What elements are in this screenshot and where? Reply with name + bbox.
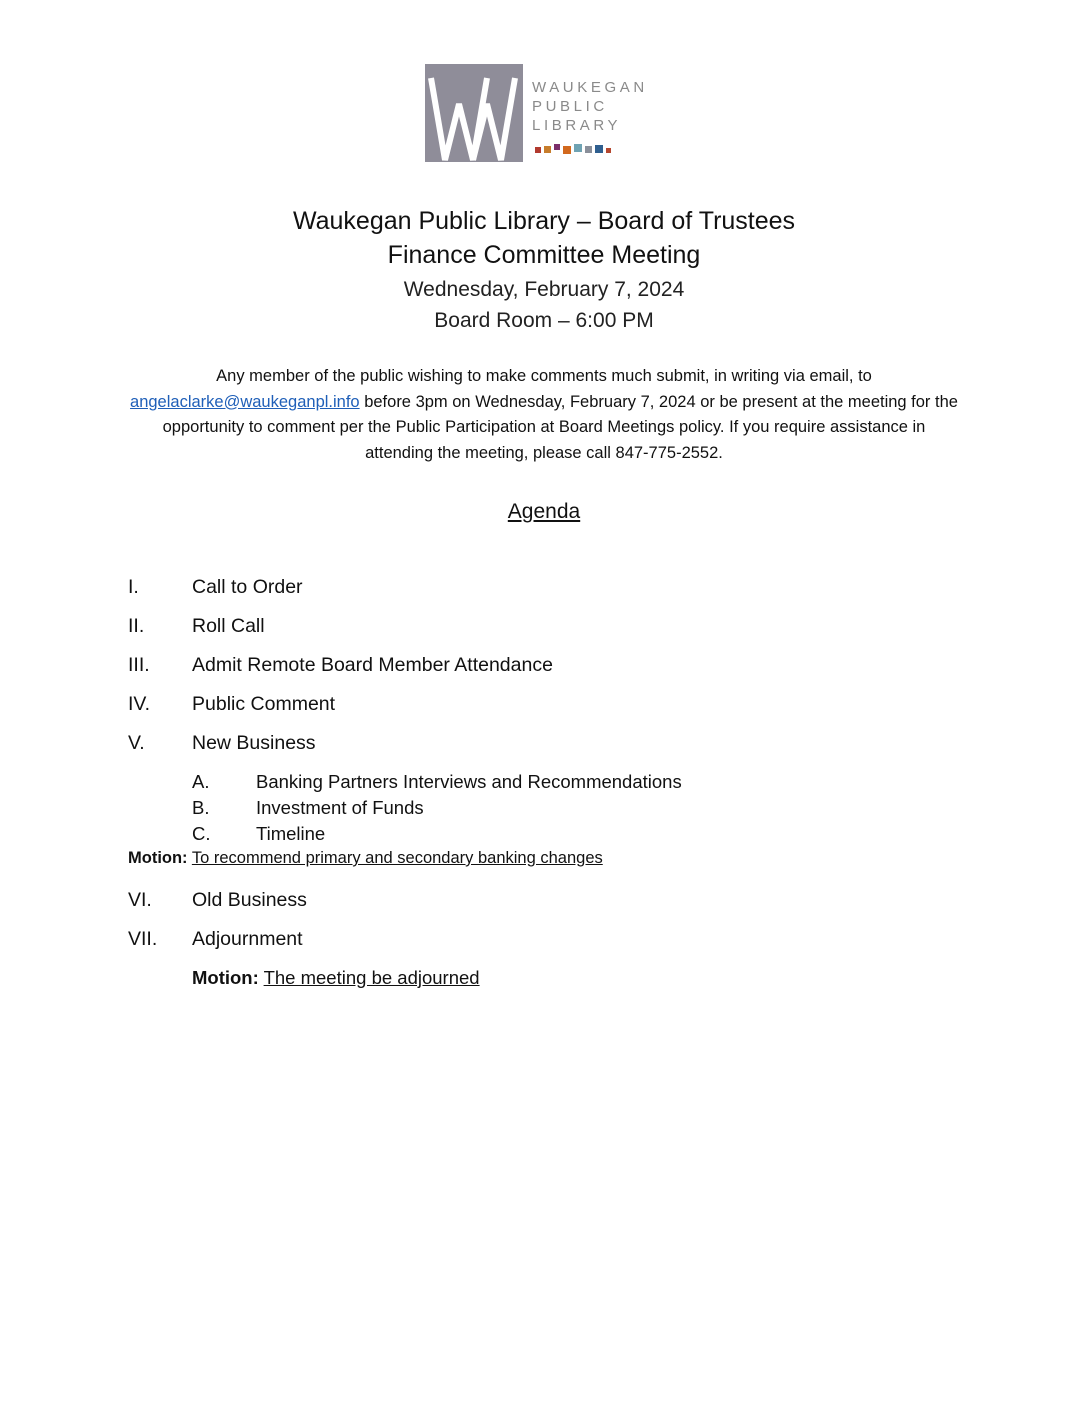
agenda-subitem-letter: C. [192, 823, 211, 844]
motion-adjournment [192, 967, 480, 989]
logo-word-library: LIBRARY [532, 117, 622, 134]
agenda-item-label: New Business [192, 732, 316, 754]
agenda-item-label: Public Comment [192, 693, 336, 715]
agenda-item-label: Admit Remote Board Member Attendance [192, 654, 553, 676]
agenda-item-number: II. [128, 615, 145, 637]
logo-square [535, 147, 541, 153]
meeting-location: Board Room – 6:00 PM [434, 309, 654, 332]
agenda-item-number: III. [128, 654, 150, 676]
logo-square [606, 148, 611, 153]
logo-color-squares [535, 143, 645, 155]
agenda-item-number: VII. [128, 928, 158, 950]
logo-word-waukegan: WAUKEGAN [532, 79, 648, 96]
logo-square [544, 146, 551, 153]
email-link[interactable]: angelaclarke@waukeganpl.info [130, 392, 360, 411]
motion-label: Motion: [192, 967, 259, 988]
agenda-subitem-letter: A. [192, 771, 210, 792]
agenda-item-label: Call to Order [192, 576, 303, 598]
logo-square [554, 144, 560, 150]
logo-square [585, 146, 592, 153]
agenda-item-number: I. [128, 576, 139, 598]
meeting-name: Finance Committee Meeting [387, 241, 701, 269]
agenda-item-label: Adjournment [192, 928, 303, 950]
motion-label: Motion: [128, 849, 188, 867]
meeting-date: Wednesday, February 7, 2024 [403, 278, 685, 301]
logo-w-mark [425, 64, 523, 162]
logo-word-public: PUBLIC [532, 98, 608, 115]
motion-new-business [128, 849, 603, 868]
agenda-item-label: Old Business [192, 889, 307, 911]
agenda-subitem-letter: B. [192, 797, 210, 818]
meeting-header [0, 204, 1088, 336]
notice-text-after: before 3pm on Wednesday, February 7, 2024 or be present at the meeting for the opportunity to comment per the Public Participation at Board Meetings policy. If you require assistance in attending the meeting, please call 847-775-2552. [162, 392, 958, 462]
logo-square [563, 146, 571, 154]
motion-text: The meeting be adjourned [263, 967, 480, 988]
agenda-subitem-label: Investment of Funds [256, 797, 424, 818]
agenda-item-number: IV. [128, 693, 151, 715]
agenda-heading: Agenda [507, 500, 581, 523]
logo-square [574, 144, 582, 152]
library-logo [425, 64, 685, 164]
notice-text-before: Any member of the public wishing to make comments much submit, in writing via email, to [216, 367, 872, 385]
public-comment-notice [130, 364, 958, 466]
agenda-subitem-label: Banking Partners Interviews and Recommendations [256, 771, 682, 792]
logo-square [595, 145, 603, 153]
agenda-item-number: VI. [128, 889, 152, 911]
motion-text: To recommend primary and secondary banking changes [191, 849, 603, 867]
agenda-subitem-label: Timeline [256, 823, 326, 844]
agenda-item-number: V. [128, 732, 145, 754]
agenda-item-label: Roll Call [192, 615, 265, 637]
page-title: Waukegan Public Library – Board of Trustees [292, 207, 796, 235]
